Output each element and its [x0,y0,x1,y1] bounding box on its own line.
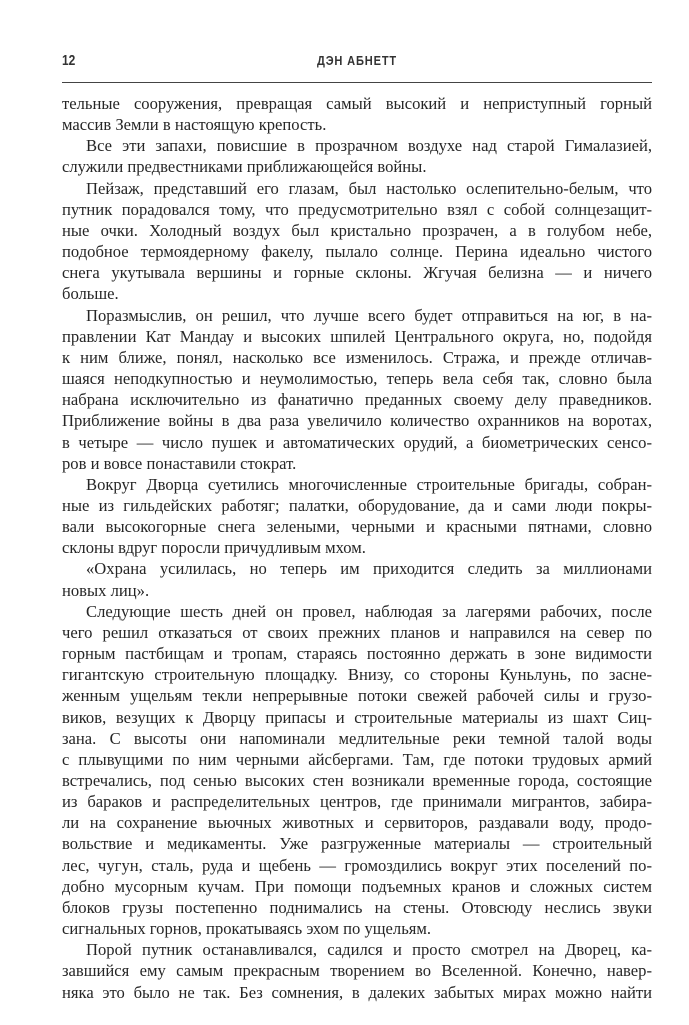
text-line: встречались, под сенью высоких стен возникали временные города, состоящие [62,771,652,790]
page-number: 12 [62,52,76,69]
paragraph [62,93,652,135]
paragraph [62,474,652,559]
text-line: добно мусорным кучам. При помощи подъемных кранов и сложных систем [62,876,652,896]
text-line: Приближение войны в два раза увеличило количество охранников на воротах, [62,411,652,431]
text-line: в четыре — число пушек и автоматических орудий, а биометрических сенсо- [62,432,652,452]
text-line: вали высокогорные снега зелеными, черными и красными пятнами, словно [62,517,652,537]
text-line: няка это было не так. Без сомнения, в далеких забытых мирах можно найти [62,982,652,1002]
paragraph [62,305,652,474]
paragraph [62,135,652,177]
text-line: Поразмыслив, он решил, что лучше всего будет отправиться на юг, в на- [86,305,652,325]
text-line: зана. С высоты они напоминали медлительные реки темной талой воды [62,728,652,748]
text-line: Порой путник останавливался, садился и просто смотрел на Дворец, ка- [86,940,652,960]
text-line: лес, чугун, сталь, руда и щебень — громоздились вокруг этих поселений по- [62,855,652,875]
text-line: правлении Кат Мандау и высоких шпилей Центрального округа, но, подойдя [62,326,652,346]
text-line: блоков грузы постепенно поднимались на стены. Отовсюду неслись звуки [62,897,652,917]
text-line: из бараков и распределительных центров, где принимали мигрантов, забира- [62,792,652,812]
running-title: ДЭН АБНЕТТ [316,53,398,68]
text-line: женным ущельям текли непрерывные потоки свежей рабочей силы и грузо- [62,686,652,706]
text-line: с плывущими по ним черными айсбергами. Там, где потоки трудовых армий [62,749,652,769]
text-line: Следующие шесть дней он провел, наблюдая за лагерями рабочих, после [86,601,652,621]
paragraph [62,601,652,940]
text-line: виков, везущих к Дворцу припасы и строительные материалы из шахт Сиц- [62,707,652,727]
text-line: склоны вдруг поросли причудливым мхом. [62,538,366,558]
text-line: сигнальных горнов, прокатываясь эхом по ущельям. [62,919,432,939]
header-rule [62,82,652,83]
text-line: Вокруг Дворца суетились многочисленные строительные бригады, собран- [86,474,652,494]
text-line: снега укутывала вершины и горные склоны. Жгучая белизна — и ничего [62,263,652,283]
text-line: массив Земли в настоящую крепость. [62,115,327,135]
text-line: больше. [62,284,119,304]
text-line: ные из гильдейских работяг; палатки, оборудование, да и сами люди покры- [62,495,652,515]
text-line: служили предвестниками приближающейся войны. [62,157,427,177]
text-line: шаяся неподкупностью и неумолимостью, теперь вела себя так, словно была [62,369,652,389]
text-line: ные очки. Холодный воздух был кристально прозрачен, а в голубом небе, [62,220,652,240]
text-line: набрана исключительно из фанатично преданных своему делу праведников. [62,390,652,410]
body-text [62,93,652,1003]
text-line: завшийся ему самым прекрасным творением во Вселенной. Конечно, навер- [62,961,652,981]
text-line: новых лиц». [62,580,150,600]
text-line: к ним ближе, понял, насколько все изменилось. Стража, и прежде отличав- [62,347,652,367]
text-line: тельные сооружения, превращая самый высокий и неприступный горный [62,94,652,113]
paragraph [62,939,652,1002]
text-line: чего решил отказаться от своих прежних планов и направился на север по [62,622,652,642]
text-line: вольствие и медикаменты. Уже разгруженные материалы — строительный [62,834,652,854]
text-line: гигантскую строительную площадку. Внизу, со стороны Куньлунь, по засне- [62,665,652,685]
text-line: «Охрана усилилась, но теперь им приходится следить за миллионами [86,559,652,579]
text-line: подобное термоядерному факелу, пылало солнце. Перина идеально чистого [62,242,652,262]
text-line: путник порадовался тому, что предусмотрительно взял с собой солнцезащит- [62,199,652,219]
paragraph [62,178,652,305]
page-header [62,50,652,76]
paragraph [62,558,652,600]
text-line: ли на сохранение вьючных животных и сервиторов, раздавали воду, продо- [62,813,652,833]
text-line: Пейзаж, представший его глазам, был настолько ослепительно-белым, что [86,178,652,198]
text-line: ров и вовсе понаставили стократ. [62,453,297,473]
text-line: Все эти запахи, повисшие в прозрачном воздухе над старой Гималазией, [86,136,652,156]
text-line: горным пастбищам и тропам, стараясь постоянно держать в зоне видимости [62,644,652,664]
